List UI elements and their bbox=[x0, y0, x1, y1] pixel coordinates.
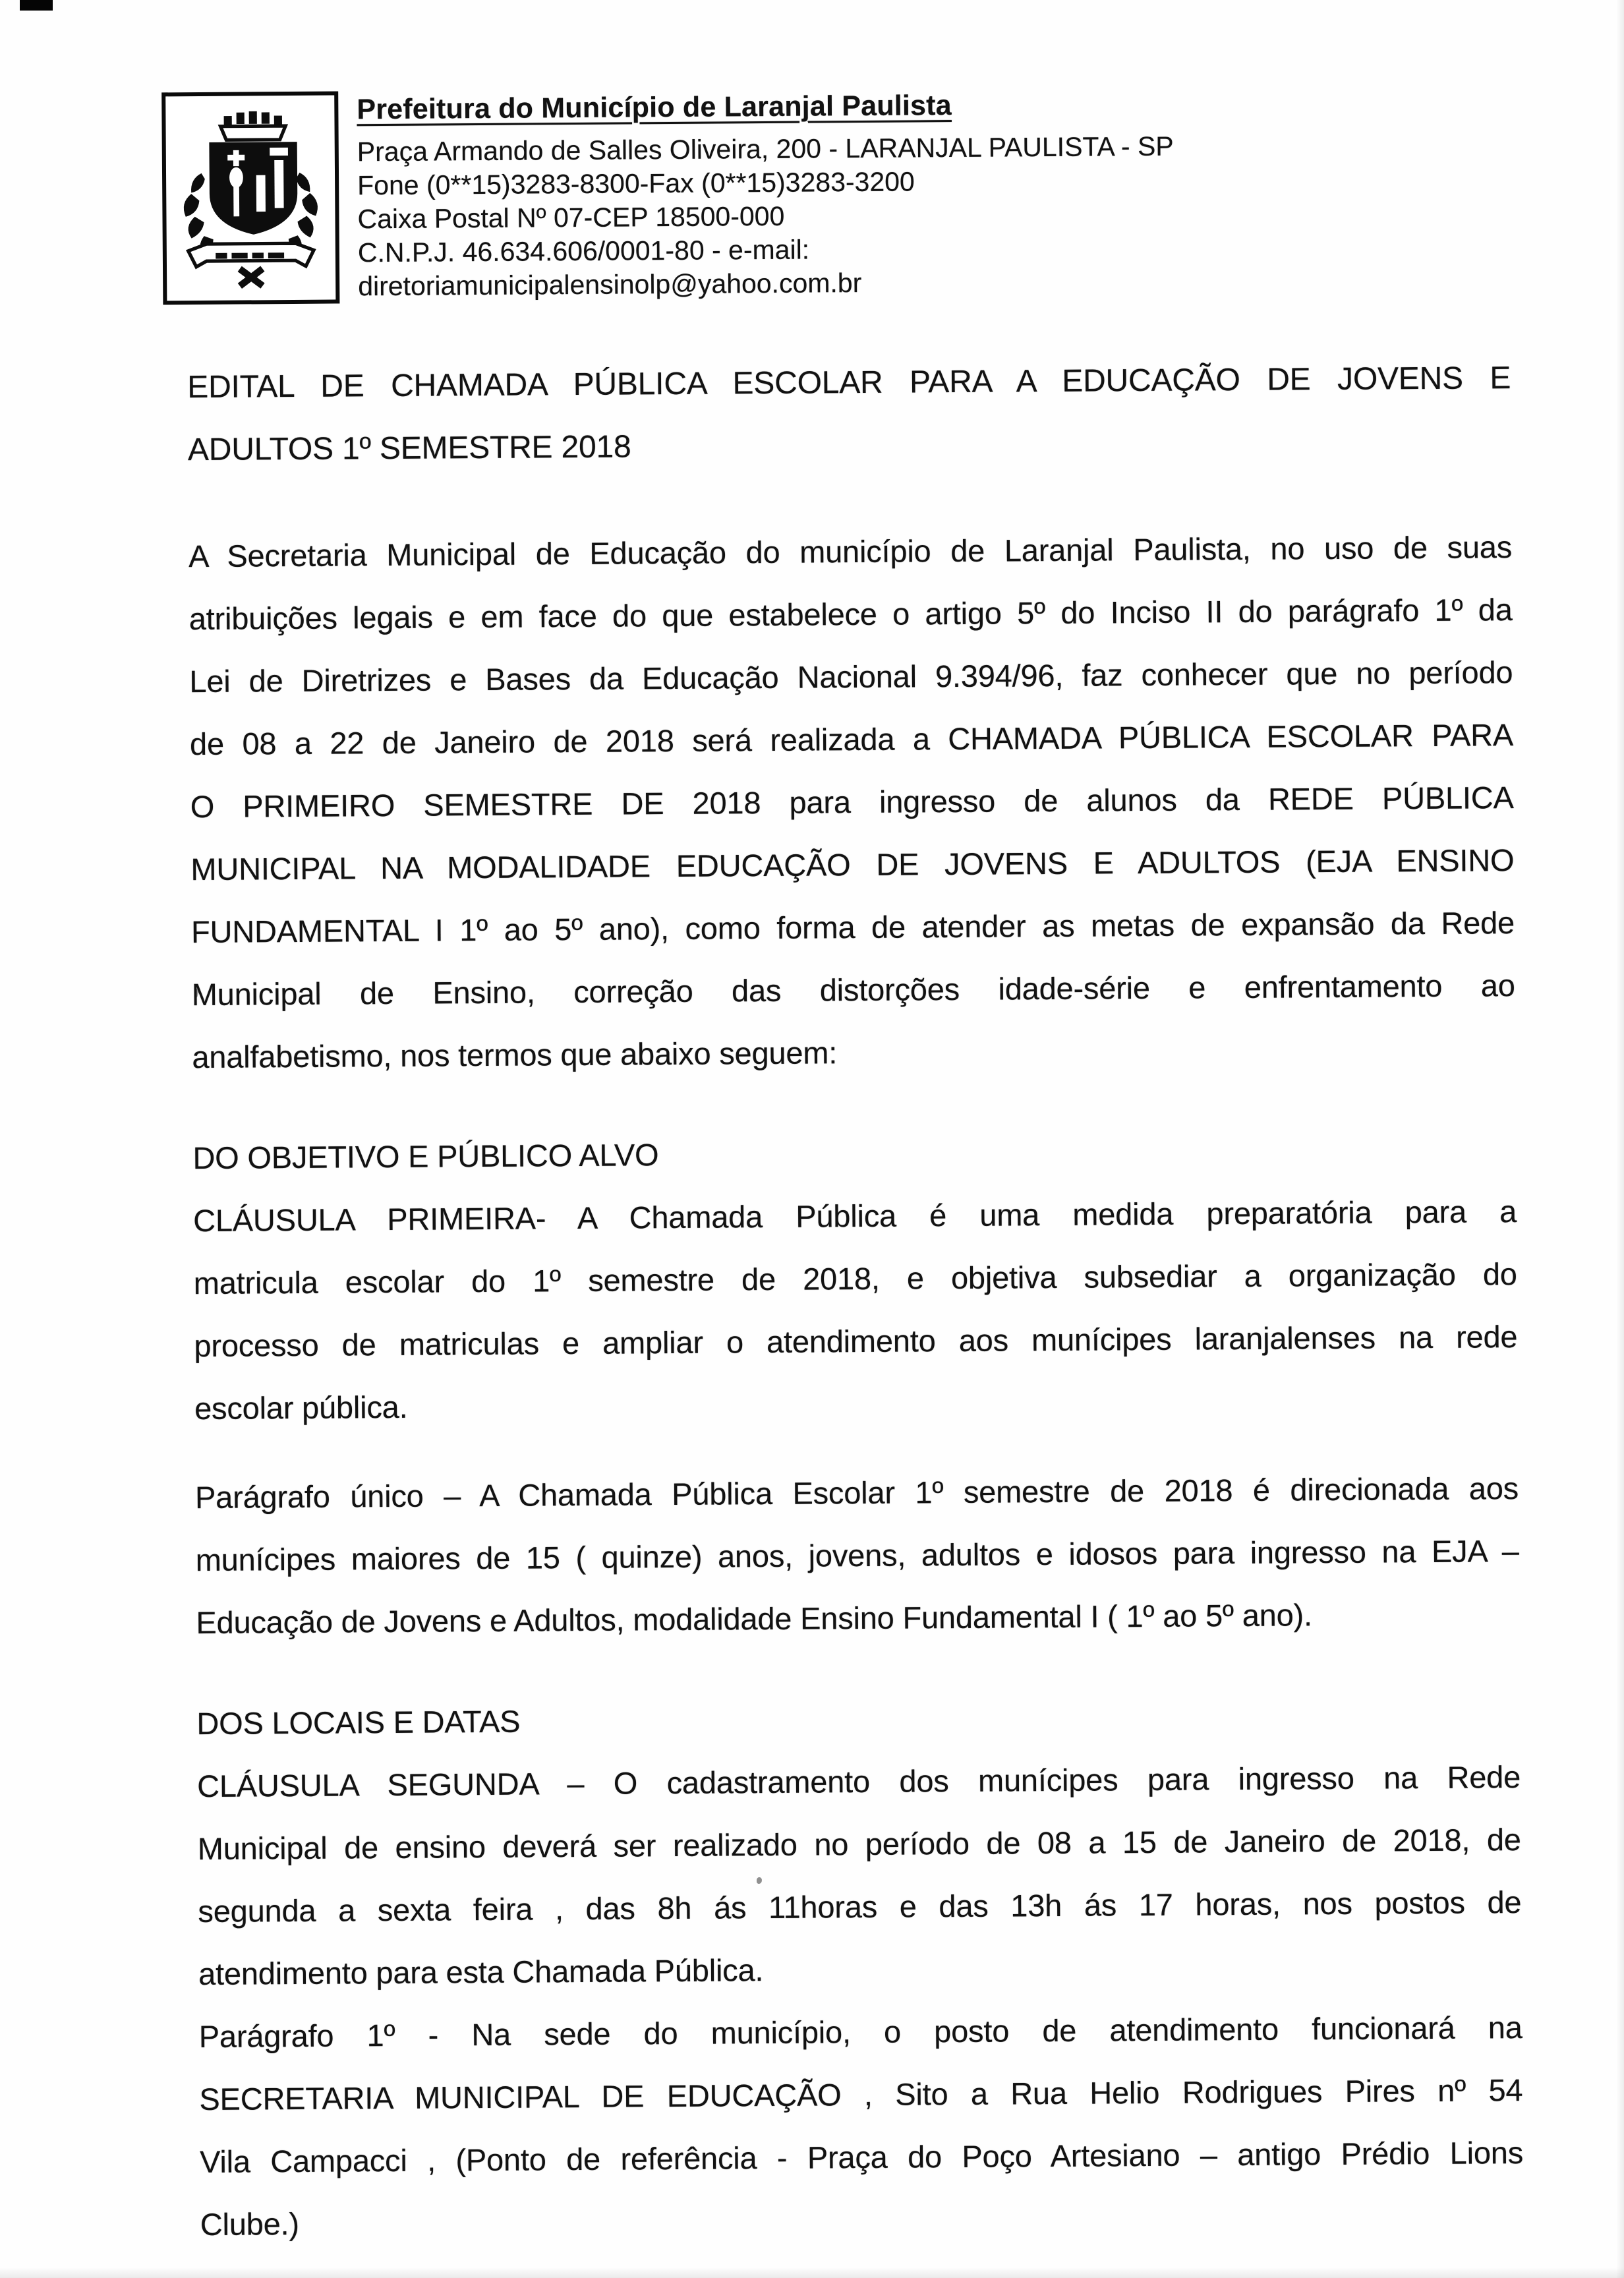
paragraph bbox=[195, 1457, 1520, 1654]
text-line: CLÁUSULA PRIMEIRA- A Chamada Pública é uma medida preparatória para a bbox=[192, 1194, 1517, 1239]
paragraph bbox=[193, 1180, 1519, 1440]
text-line: O PRIMEIRO SEMESTRE DE 2018 para ingresso de alunos da REDE PÚBLICA bbox=[190, 780, 1514, 825]
letterhead-line: Fone (0**15)3283-8300-Fax (0**15)3283-3200 bbox=[357, 166, 915, 201]
text-line: Municipal de ensino deverá ser realizado no período de 08 a 15 de Janeiro de 2018, de bbox=[197, 1822, 1521, 1867]
document-body bbox=[187, 347, 1524, 2256]
letterhead-line: diretoriamunicipalensinolp@yahoo.com.br bbox=[358, 267, 862, 302]
text-line: atribuições legais e em face do que estabelece o artigo 5º do Inciso II do parágrafo 1º da bbox=[188, 592, 1513, 637]
text-line: atendimento para esta Chamada Pública. bbox=[198, 1952, 764, 1992]
letterhead-text bbox=[351, 86, 1174, 304]
text-line: Parágrafo único – A Chamada Pública Escolar 1º semestre de 2018 é direcionada aos bbox=[194, 1471, 1519, 1515]
paragraph bbox=[198, 1996, 1524, 2256]
text-line: de 08 a 22 de Janeiro de 2018 será realizada a CHAMADA PÚBLICA ESCOLAR PARA bbox=[189, 717, 1514, 762]
text-line: MUNICIPAL NA MODALIDADE EDUCAÇÃO DE JOVENS E ADULTOS (EJA ENSINO bbox=[190, 842, 1515, 887]
text-line: Vila Campacci , (Ponto de referência - Praça do Poço Artesiano – antigo Prédio Lions bbox=[199, 2135, 1524, 2180]
text-line: A Secretaria Municipal de Educação do município de Laranjal Paulista, no uso de suas bbox=[188, 529, 1513, 574]
letterhead-line: C.N.P.J. 46.634.606/0001-80 - e-mail: bbox=[357, 234, 810, 268]
document-title bbox=[187, 347, 1511, 481]
text-line: Educação de Jovens e Adultos, modalidade Ensino Fundamental I ( 1º ao 5º ano). bbox=[196, 1597, 1313, 1641]
text-line: munícipes maiores de 15 ( quinze) anos, jovens, adultos e idosos para ingresso na EJA – bbox=[195, 1533, 1519, 1578]
section-heading bbox=[192, 1117, 1517, 1189]
letterhead bbox=[161, 86, 1174, 305]
coat-of-arms-icon bbox=[173, 103, 328, 293]
text-line: Parágrafo 1º - Na sede do município, o posto de atendimento funcionará na bbox=[198, 2010, 1522, 2055]
text-line: FUNDAMENTAL I 1º ao 5º ano), como forma de atender as metas de expansão da Rede bbox=[190, 905, 1515, 950]
text-line: analfabetismo, nos termos que abaixo seguem: bbox=[192, 1035, 838, 1075]
text-line: DO OBJETIVO E PÚBLICO ALVO bbox=[192, 1137, 659, 1176]
text-line: Municipal de Ensino, correção das distorções idade-série e enfrentamento ao bbox=[191, 968, 1515, 1012]
text-line: Clube.) bbox=[200, 2206, 300, 2242]
text-line: SECRETARIA MUNICIPAL DE EDUCAÇÃO , Sito a Rua Helio Rodrigues Pires nº 54 bbox=[199, 2072, 1523, 2117]
text-line: escolar pública. bbox=[194, 1389, 408, 1426]
paragraph bbox=[197, 1745, 1522, 2005]
letterhead-lines bbox=[352, 130, 1175, 304]
text-line: matricula escolar do 1º semestre de 2018, e objetiva subsediar a organização do bbox=[193, 1256, 1517, 1301]
text-line: DOS LOCAIS E DATAS bbox=[196, 1703, 521, 1741]
paragraph bbox=[188, 515, 1516, 1088]
text-line: EDITAL DE CHAMADA PÚBLICA ESCOLAR PARA A EDUCAÇÃO DE JOVENS E bbox=[187, 361, 1511, 405]
organization-name: Prefeitura do Município de Laranjal Paulista bbox=[357, 90, 952, 126]
section-heading bbox=[196, 1683, 1521, 1755]
text-line: CLÁUSULA SEGUNDA – O cadastramento dos munícipes para ingresso na Rede bbox=[196, 1759, 1521, 1804]
coat-of-arms-logo bbox=[161, 92, 339, 305]
letterhead-line: Caixa Postal Nº 07-CEP 18500-000 bbox=[357, 200, 785, 235]
text-line: Lei de Diretrizes e Bases da Educação Nacional 9.394/96, faz conhecer que no período bbox=[189, 655, 1513, 699]
text-line: ADULTOS 1º SEMESTRE 2018 bbox=[187, 429, 631, 468]
text-line: segunda a sexta feira , das 8h ás 11horas e das 13h ás 17 horas, nos postos de bbox=[198, 1884, 1522, 1929]
text-line: processo de matriculas e ampliar o atendimento aos munícipes laranjalenses na rede bbox=[194, 1319, 1518, 1364]
letterhead-line: Praça Armando de Salles Oliveira, 200 - LARANJAL PAULISTA - SP bbox=[357, 131, 1174, 167]
